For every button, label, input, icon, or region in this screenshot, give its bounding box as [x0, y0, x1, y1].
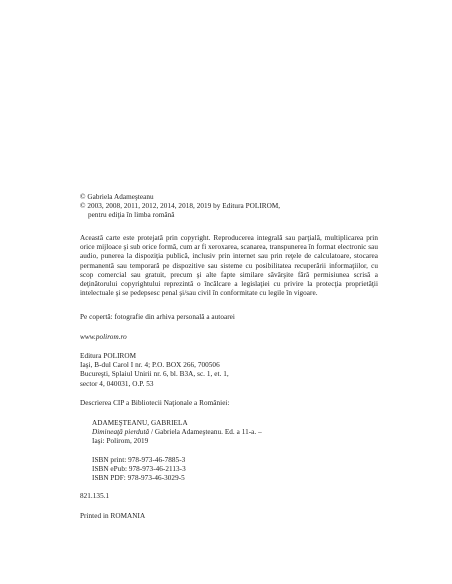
- cip-heading: [80, 399, 380, 408]
- printed-in: [80, 512, 380, 521]
- copyright-years: © 2003, 2008, 2011, 2012, 2014, 2018, 2019 by Editura POLIROM,: [80, 202, 281, 211]
- legal-notice: [80, 234, 380, 298]
- printed-in-text: Printed in ROMANIA: [80, 512, 146, 520]
- publisher-name: Editura POLIROM: [80, 352, 137, 360]
- cover-credit: [80, 313, 380, 322]
- website: [80, 333, 380, 342]
- isbn-block: [80, 456, 392, 484]
- website-link[interactable]: www.polirom.ro: [80, 333, 127, 341]
- cip-imprint: Iaşi: Polirom, 2019: [92, 437, 149, 446]
- cover-credit-text: Pe copertă: fotografie din arhiva personală a autoarei: [80, 313, 235, 321]
- classification: [80, 492, 380, 501]
- cip-author: ADAMEŞTEANU, GABRIELA: [92, 419, 188, 427]
- cip-title: Dimineaţă pierdută: [92, 428, 150, 437]
- isbn-epub: ISBN ePub: 978-973-46-2113-3: [92, 465, 186, 474]
- publisher-address-iasi: Iaşi, B-dul Carol I nr. 4; P.O. BOX 266, 700506: [80, 361, 220, 370]
- cip-heading-text: Descrierea CIP a Bibliotecii Naţionale a României:: [80, 399, 230, 407]
- legal-notice-text: Această carte este protejată prin copyright. Reproducerea integrală sau parţială, multiplicarea prin orice mijloace şi sub orice formă, cum ar fi xeroxarea, scanarea, transpunerea în format electronic sau audio, punerea la dispoziţia publică, inclusiv prin internet sau prin reţele de calculatoare, stocarea permanentă sau temporară pe dispozitive sau sisteme cu posibilitatea recuperării informaţiilor, cu scop comercial sau gratuit, precum şi alte fapte similare săvârşite fără permisiunea scrisă a deţinătorului copyrightului reprezintă o încălcare a legislaţiei cu privire la protecţia proprietăţii intelectuale şi se pedepsesc penal şi/sau civil în conformitate cu legile în vigoare.: [80, 234, 378, 298]
- cip-record: [80, 419, 392, 447]
- publisher-address-sector: sector 4, 040031, O.P. 53: [80, 379, 154, 388]
- cip-title-rest: / Gabriela Adameşteanu. Ed. a 11-a. –: [149, 428, 262, 437]
- publisher-address-bucuresti: Bucureşti, Splaiul Unirii nr. 6, bl. B3A, sc. 1, et. 1,: [80, 370, 229, 379]
- copyright-block: [80, 193, 380, 221]
- copyright-edition: pentru ediţia în limba română: [88, 211, 175, 220]
- classification-code: 821.135.1: [80, 492, 110, 500]
- copyright-author: © Gabriela Adameşteanu: [80, 193, 154, 201]
- isbn-pdf: ISBN PDF: 978-973-46-3029-5: [92, 474, 185, 483]
- publisher-block: [80, 352, 380, 389]
- isbn-print: ISBN print: 978-973-46-7885-3: [92, 456, 186, 464]
- cip-title-line: [92, 428, 392, 437]
